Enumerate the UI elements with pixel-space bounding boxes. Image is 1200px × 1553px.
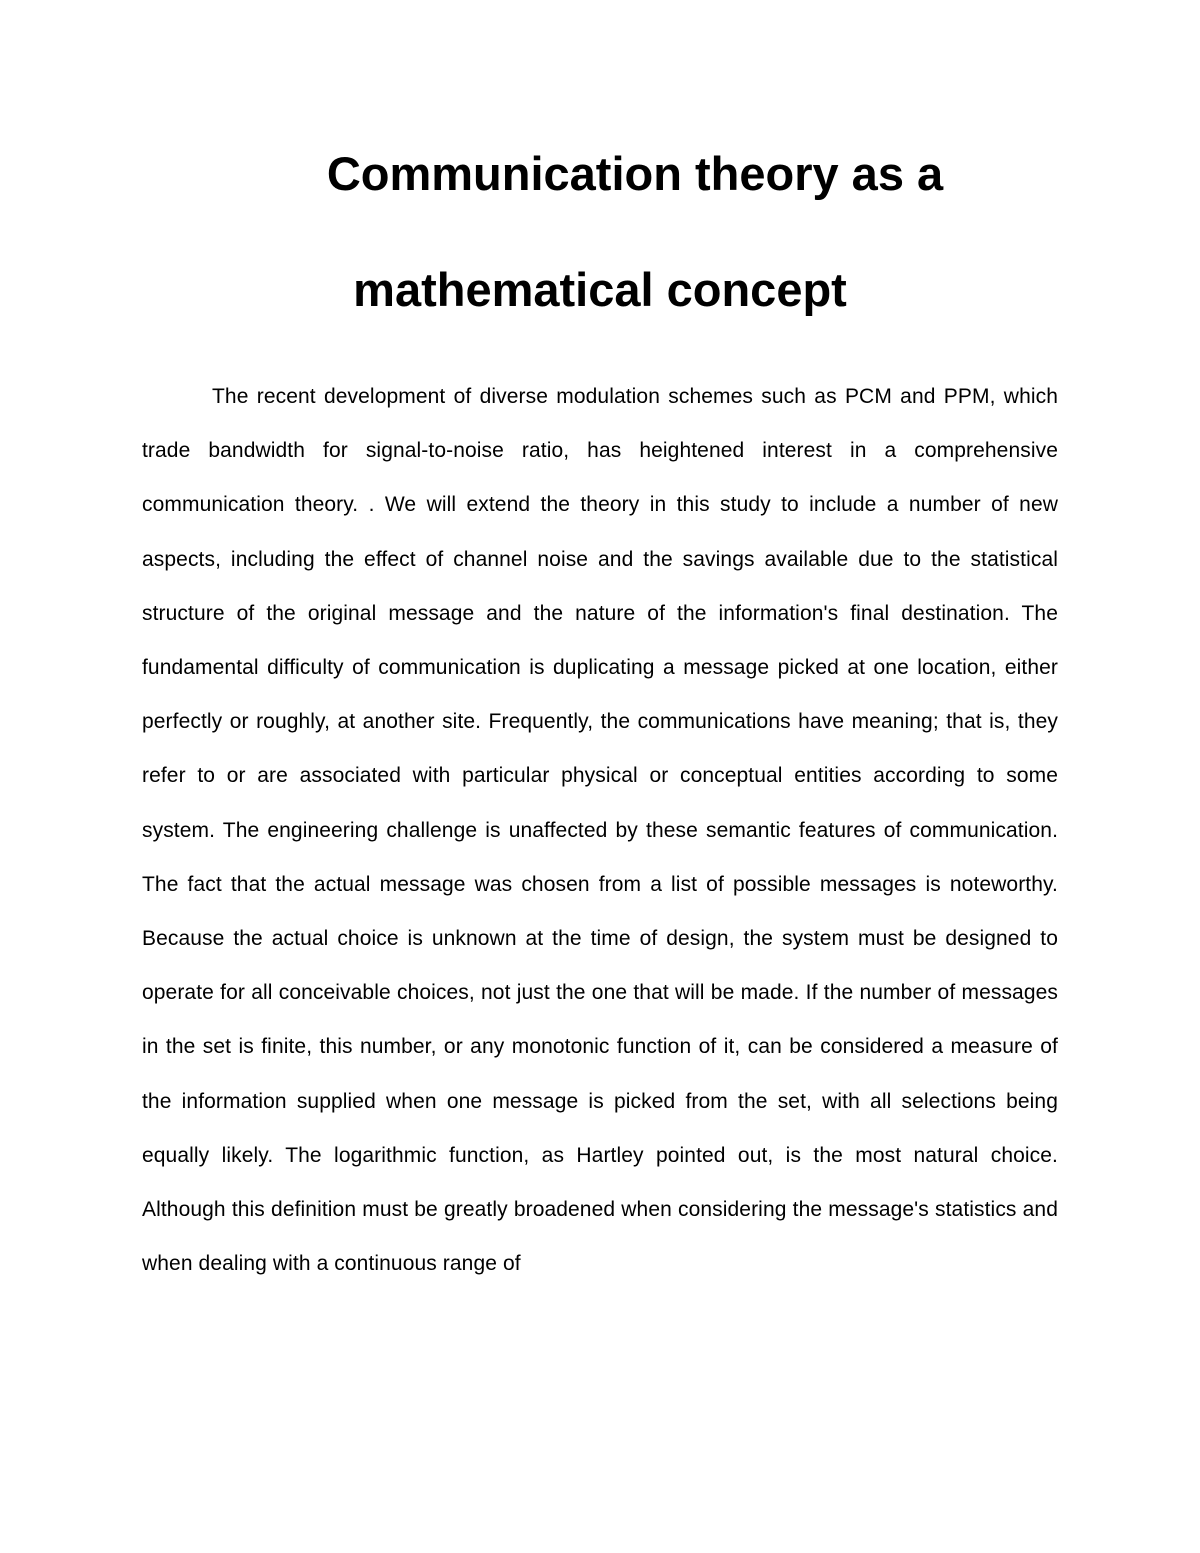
document-title-line-1: Communication theory as a [326, 147, 944, 200]
document-title-line-2: mathematical concept [353, 263, 847, 316]
body-paragraph: The recent development of diverse modulation schemes such as PCM and PPM, which trade bandwidth for signal-to-noise ratio, has heightened interest in a comprehensive communication theory. . We will extend the theory in this study to include a number of new aspects, including the effect of channel noise and the savings available due to the statistical structure of the original message and the nature of the information's final destination. The fundamental difficulty of communication is duplicating a message picked at one location, either perfectly or roughly, at another site. Frequently, the communications have meaning; that is, they refer to or are associated with particular physical or conceptual entities according to some system. The engineering challenge is unaffected by these semantic features of communication. The fact that the actual message was chosen from a list of possible messages is noteworthy. Because the actual choice is unknown at the time of design, the system must be designed to operate for all conceivable choices, not just the one that will be made. If the number of messages in the set is finite, this number, or any monotonic function of it, can be considered a measure of the information supplied when one message is picked from the set, with all selections being equally likely. The logarithmic function, as Hartley pointed out, is the most natural choice. Although this definition must be greatly broadened when considering the message's statistics and when dealing with a continuous range of [142, 385, 1058, 1276]
